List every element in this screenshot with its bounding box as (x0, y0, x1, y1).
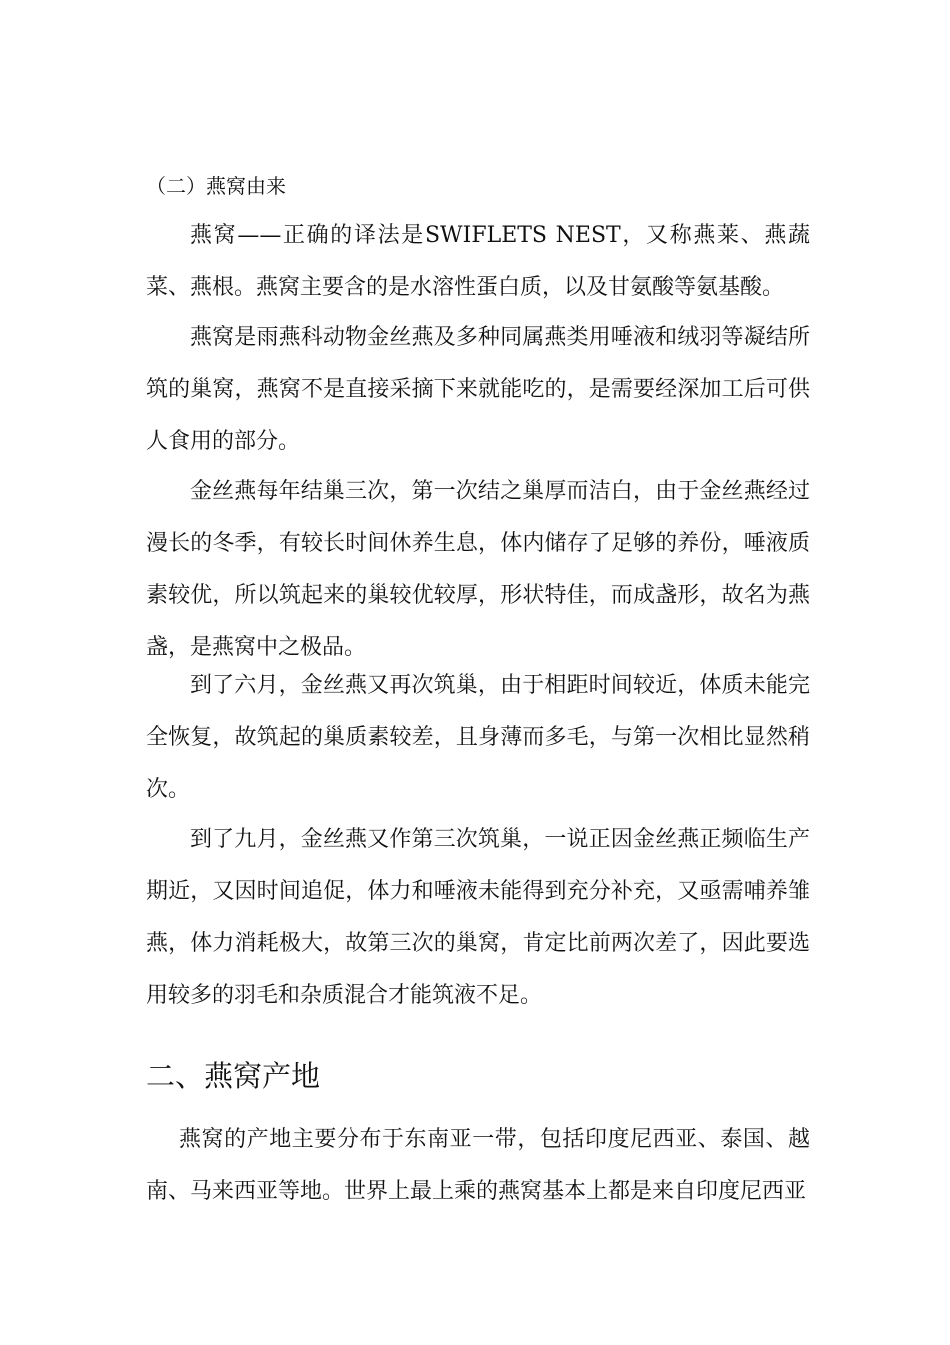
paragraph-origin-regions: 燕窝的产地主要分布于东南亚一带，包括印度尼西亚、泰国、越南、马来西亚等地。世界上最上乘的燕窝基本上都是来自印度尼西亚 (146, 1127, 810, 1204)
paragraph-origin-name: 燕窝——正确的译法是SWIFLETS NEST，又称燕莱、燕蔬菜、燕根。燕窝主要含的是水溶性蛋白质，以及甘氨酸等氨基酸。 (146, 223, 810, 300)
paragraph-first-nest: 金丝燕每年结巢三次，第一次结之巢厚而洁白，由于金丝燕经过漫长的冬季，有较长时间休养生息，体内储存了足够的养份，唾液质素较优，所以筑起来的巢较优较厚，形状特佳，而成盏形，故名为燕盏，是燕窝中之极品。 (146, 479, 810, 660)
paragraph-nest-composition: 燕窝是雨燕科动物金丝燕及多种同属燕类用唾液和绒羽等凝结所筑的巢窝，燕窝不是直接采摘下来就能吃的，是需要经深加工后可供人食用的部分。 (146, 325, 810, 454)
subheading: （二）燕窝由来 (146, 174, 286, 198)
paragraph-second-nest: 到了六月，金丝燕又再次筑巢，由于相距时间较近，体质未能完全恢复，故筑起的巢质素较差，且身薄而多毛，与第一次相比显然稍次。 (146, 673, 810, 802)
paragraph-third-nest: 到了九月，金丝燕又作第三次筑巢，一说正因金丝燕正频临生产期近，又因时间追促，体力和唾液未能得到充分补充，又亟需哺养雏燕，体力消耗极大，故第三次的巢窝，肯定比前两次差了，因此要选用较多的羽毛和杂质混合才能筑液不足。 (146, 827, 810, 1008)
section-heading: 二、燕窝产地 (146, 1059, 321, 1093)
